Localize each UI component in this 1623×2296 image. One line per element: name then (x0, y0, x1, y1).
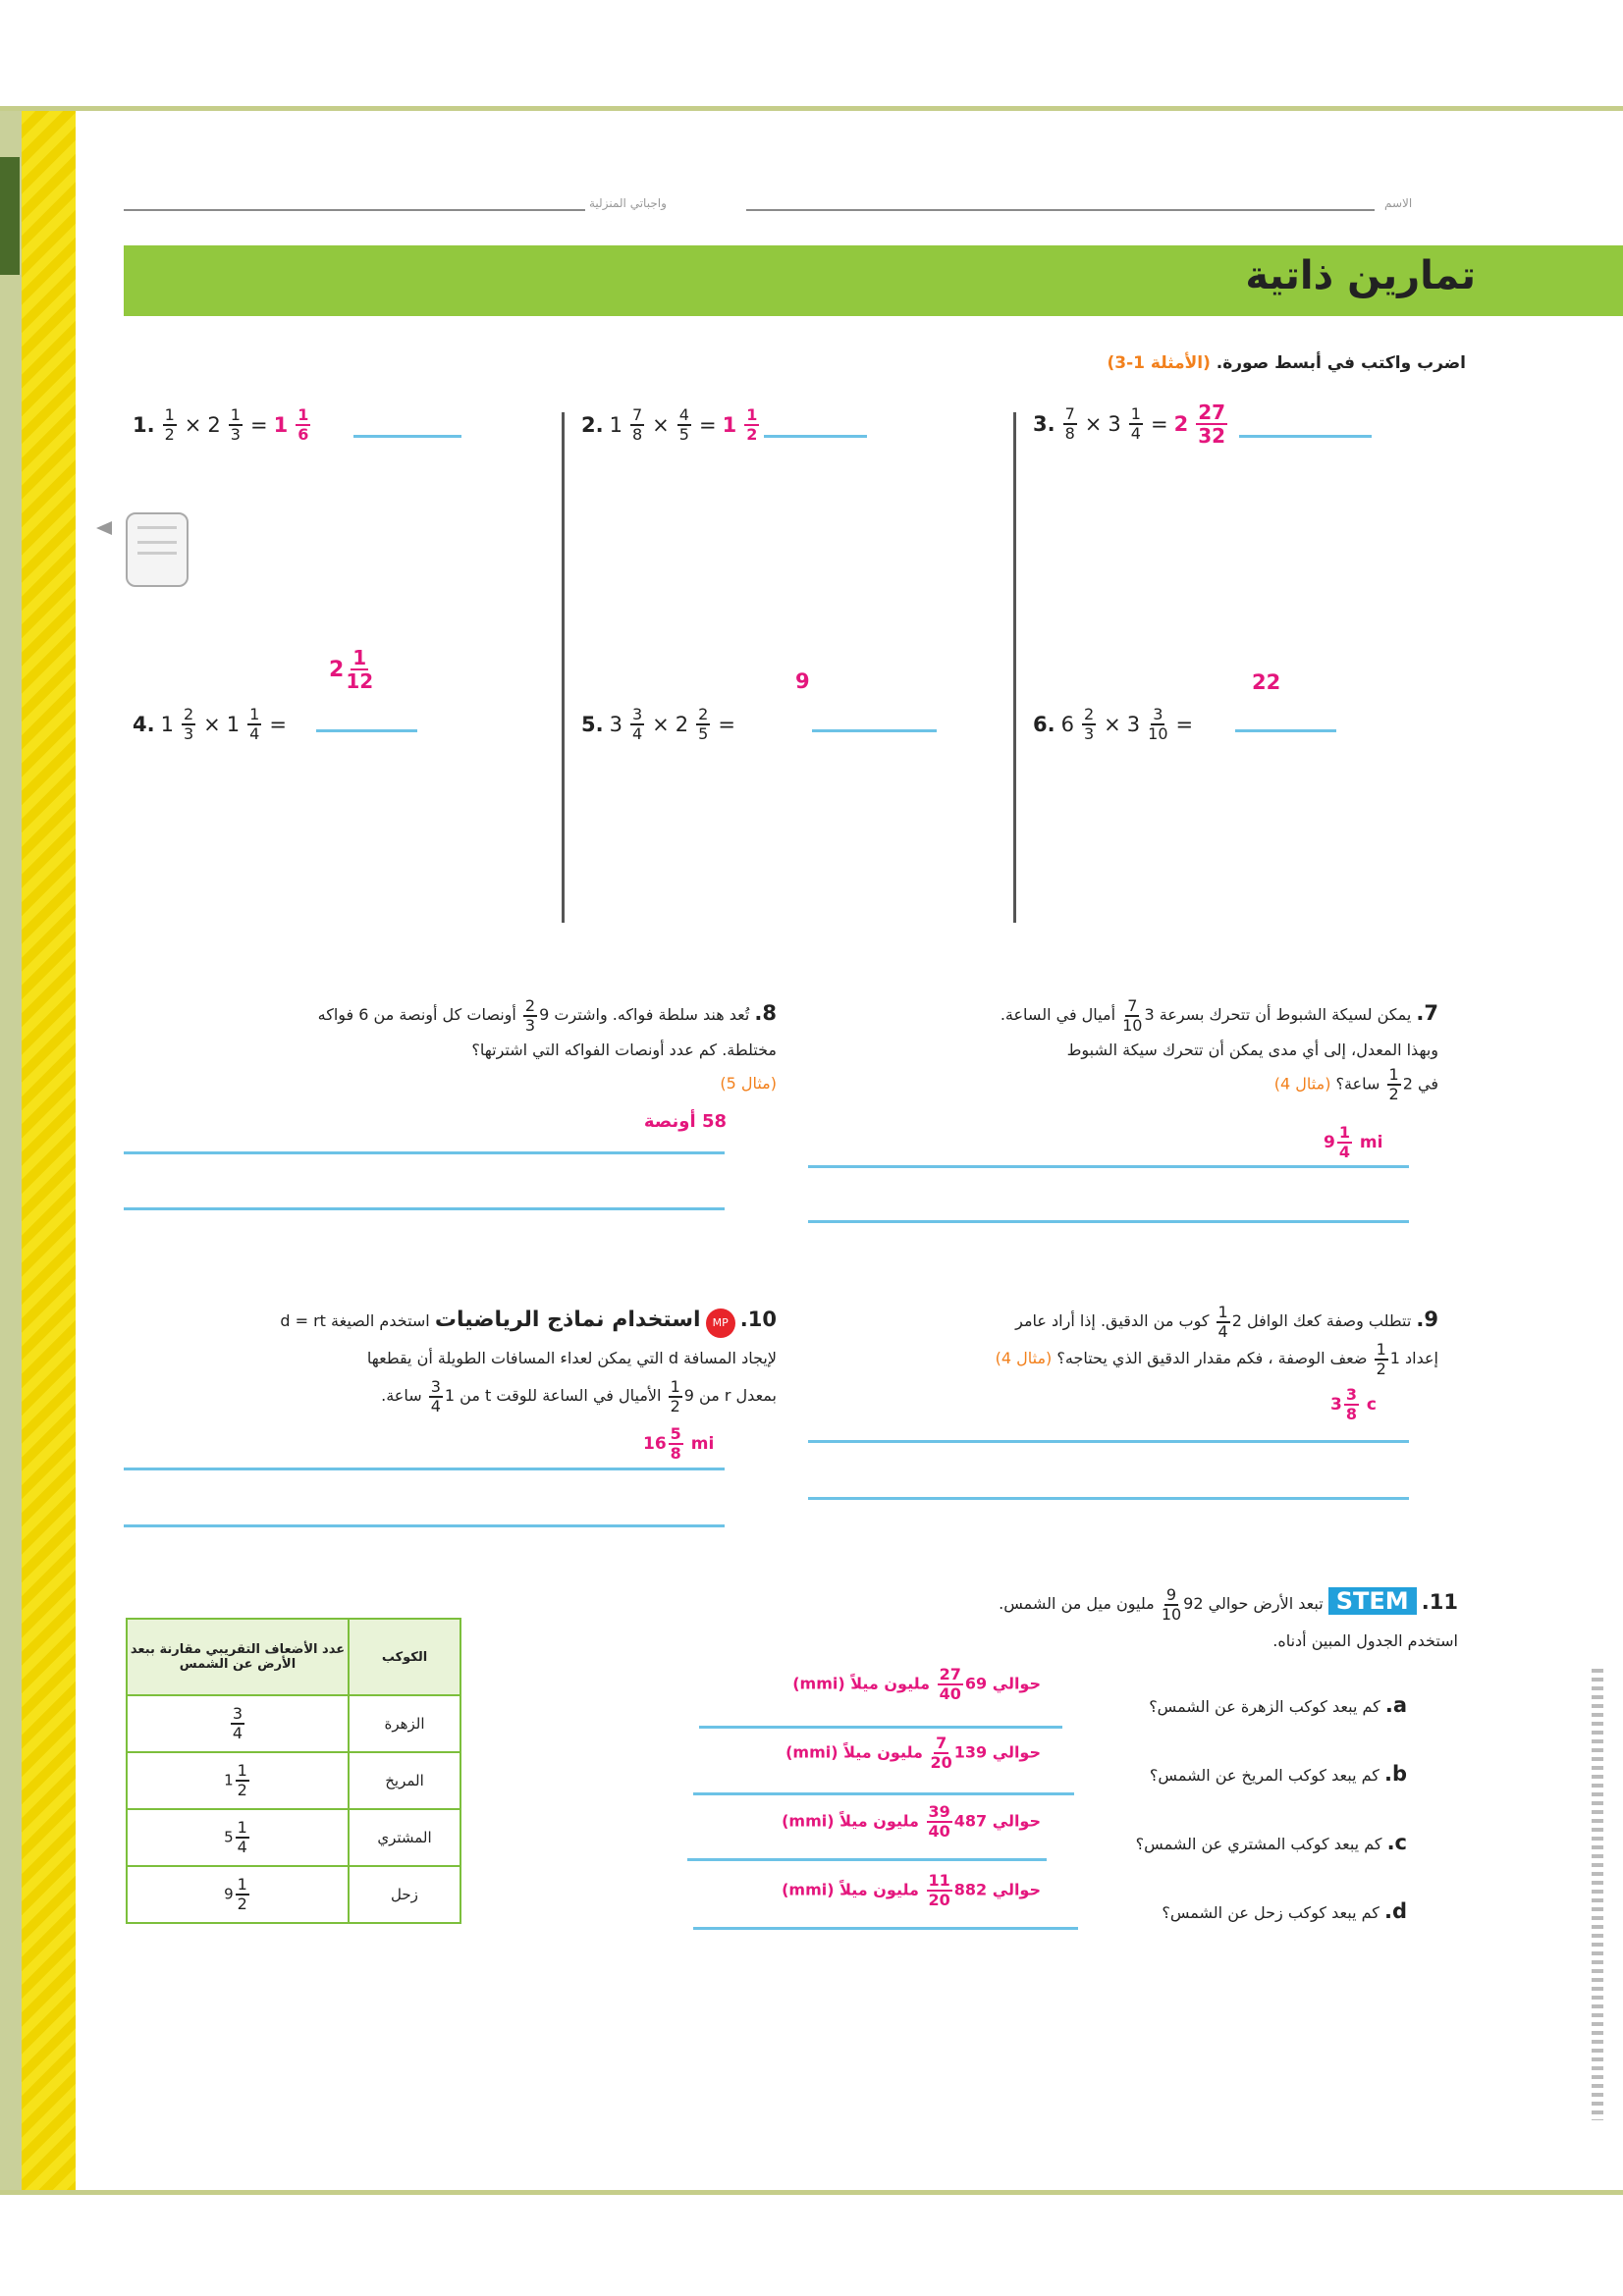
whole: 3 (609, 713, 622, 736)
problem-number: 4. (133, 713, 155, 736)
answer-line[interactable] (808, 1440, 1409, 1443)
question-11d: d. كم يبعد كوكب زحل عن الشمس؟ (1162, 1899, 1407, 1923)
fraction: $\frac{7}{8}$ (631, 405, 643, 444)
answer-line[interactable] (808, 1497, 1409, 1500)
answer-7: 9 $\frac{1}{4}$ mi (1324, 1123, 1383, 1161)
answer-4: 2 $\frac{1}{12}$ (329, 646, 374, 693)
notebook-icon (126, 512, 189, 587)
answer-line[interactable] (1235, 729, 1336, 732)
answer-line[interactable] (1239, 435, 1372, 438)
answer-line[interactable] (124, 1524, 725, 1527)
fraction: $\frac{3}{10}$ (1148, 705, 1168, 743)
answer-line[interactable] (124, 1207, 725, 1210)
fraction: $\frac{4}{5}$ (678, 405, 689, 444)
problem-3: 3. $\frac{7}{8}$ × 3 $\frac{1}{4}$ = 2 $\frac{27}{32}$ (1033, 400, 1226, 448)
question-11b: b. كم يبعد كوكب المريخ عن الشمس؟ (1149, 1762, 1407, 1786)
problem-number: 5. (581, 713, 604, 736)
problem-number: 1. (133, 413, 155, 437)
operator: × (652, 413, 670, 437)
answer-9: 3 $\frac{3}{8}$ c (1330, 1385, 1377, 1423)
answer-5: 9 (795, 669, 810, 693)
table-row: 9 $\frac{1}{2}$ زحل (127, 1866, 460, 1923)
instruction-ref: (الأمثلة 1-3) (1107, 353, 1211, 373)
fraction: $\frac{3}{4}$ (631, 705, 643, 743)
fraction: $\frac{1}{3}$ (230, 405, 241, 444)
instruction (1107, 353, 1466, 373)
answer-line[interactable] (353, 435, 461, 438)
operator: × (1104, 713, 1121, 736)
problem-4: 4. 1 $\frac{2}{3}$ × 1 $\frac{1}{4}$ = (133, 705, 287, 743)
teacher-label: واجباتي المنزلية (589, 196, 667, 210)
answer-11b: حوالي 139 $\frac{7}{20}$ مليون ميلاً (mmi) (785, 1734, 1041, 1772)
problem-5: 5. 3 $\frac{3}{4}$ × 2 $\frac{2}{5}$ = (581, 705, 735, 743)
answer-line[interactable] (808, 1220, 1409, 1223)
answer-fraction: $\frac{1}{2}$ (746, 405, 758, 444)
question-10: 10. MP استخدام نماذج الرياضيات استخدم الصيغة d = rt لإيجاد المسافة d التي يمكن لعداء المسافات الطويلة أن يقطعها بمعدل r من 9 $\frac{1}{2}$ الأميال في الساعة للوقت t من 1 $\frac{3}{4}$ ساعة. (280, 1308, 777, 1415)
whole: 1 (160, 713, 174, 736)
answer-line[interactable] (808, 1165, 1409, 1168)
column-divider (1013, 412, 1016, 923)
answer-line[interactable] (687, 1858, 1047, 1861)
question-9: 9. تتطلب وصفة كعك الوافل 2 $\frac{1}{4}$ كوب من الدقيق. إذا أراد عامر إعداد 1 $\frac{1}{2}$ ضعف الوصفة ، فكم مقدار الدقيق الذي يحتاجه؟ (مثال 4) (995, 1302, 1438, 1378)
fraction: $\frac{2}{3}$ (183, 705, 194, 743)
whole: 3 (1108, 412, 1121, 436)
answer-11c: حوالي 487 $\frac{39}{40}$ مليون ميلاً (mmi) (782, 1802, 1041, 1841)
problem-number: 3. (1033, 412, 1055, 436)
chapter-tab (0, 157, 20, 275)
question-11a: a. كم يبعد كوكب الزهرة عن الشمس؟ (1149, 1693, 1407, 1717)
col-header-planet: الكوكب (349, 1619, 460, 1695)
date-line (124, 209, 585, 211)
fraction: $\frac{1}{4}$ (1130, 404, 1141, 443)
col-header-distance: عدد الأضعاف التقريبي مقارنة ببعد الأرض عن الشمس (127, 1619, 349, 1695)
answer-whole: 2 (1173, 412, 1189, 436)
arrow-icon (96, 520, 112, 532)
name-line (746, 209, 1375, 211)
side-copyright-strip (1592, 1669, 1603, 2120)
answer-fraction: $\frac{27}{32}$ (1198, 400, 1226, 448)
whole: 3 (1126, 713, 1141, 736)
answer-line[interactable] (124, 1468, 725, 1470)
whole: 2 (675, 713, 689, 736)
operator: × (184, 413, 202, 437)
page-title: تمارين ذاتية (1245, 253, 1476, 298)
answer-fraction: $\frac{1}{6}$ (298, 405, 309, 444)
table-row: 1 $\frac{1}{2}$ المريخ (127, 1752, 460, 1809)
fraction: $\frac{2}{3}$ (1083, 705, 1095, 743)
question-11c: c. كم يبعد كوكب المشتري عن الشمس؟ (1135, 1831, 1407, 1854)
problem-1: 1. $\frac{1}{2}$ × 2 $\frac{1}{3}$ = 1 $\frac{1}{6}$ (133, 405, 309, 444)
fraction: $\frac{2}{5}$ (698, 705, 709, 743)
whole: 6 (1060, 713, 1074, 736)
answer-line[interactable] (764, 435, 867, 438)
answer-line[interactable] (693, 1792, 1074, 1795)
answer-whole: 1 (722, 413, 737, 437)
column-divider (562, 412, 565, 923)
operator: × (1084, 412, 1103, 436)
fraction: $\frac{7}{8}$ (1064, 404, 1075, 443)
answer-line[interactable] (124, 1151, 725, 1154)
table-row: 5 $\frac{1}{4}$ المشتري (127, 1809, 460, 1866)
mp-badge: MP (706, 1308, 735, 1338)
answer-line[interactable] (316, 729, 417, 732)
whole: 1 (226, 713, 241, 736)
operator: × (203, 713, 221, 736)
answer-6: 22 (1252, 670, 1281, 694)
problem-6: 6. 6 $\frac{2}{3}$ × 3 $\frac{3}{10}$ = (1033, 705, 1194, 743)
answer-11d: حوالي 882 $\frac{11}{20}$ مليون ميلاً (mmi) (782, 1871, 1041, 1909)
stem-badge: STEM (1328, 1587, 1417, 1615)
question-8: 8. تُعد هند سلطة فواكه. واشترت 9 $\frac{2}{3}$ أونصات كل أونصة من 6 فواكه مختلطة. كم عدد أونصات الفواكه التي اشترتها؟ (مثال 5) (317, 995, 777, 1093)
name-label: الاسم (1384, 196, 1413, 210)
fraction: $\frac{1}{2}$ (164, 405, 175, 444)
answer-line[interactable] (812, 729, 937, 732)
left-strip (0, 111, 22, 2190)
planet-distance-table (126, 1618, 461, 1924)
table-row: $\frac{3}{4}$ الزهرة (127, 1695, 460, 1752)
answer-line[interactable] (699, 1726, 1062, 1729)
question-number: 7. (1416, 1001, 1438, 1025)
yellow-stripe-bar (22, 111, 76, 2190)
question-11: 11. STEM تبعد الأرض حوالي 92 $\frac{9}{10}$ مليون ميل من الشمس. استخدم الجدول المبين أدناه. (999, 1584, 1458, 1650)
problem-2: 2. 1 $\frac{7}{8}$ × $\frac{4}{5}$ = 1 $\frac{1}{2}$ (581, 405, 758, 444)
fraction: $\frac{1}{4}$ (249, 705, 260, 743)
instruction-text: اضرب واكتب في أبسط صورة. (1216, 353, 1466, 373)
question-7: 7. يمكن لسيكة الشبوط أن تتحرك بسرعة 3 $\frac{7}{10}$ أميال في الساعة. وبهذا المعدل، إلى أي مدى يمكن أن تتحرك سيكة الشبوط في 2 $\frac{1}{2}$ ساعة؟ (مثال 4) (1000, 995, 1438, 1103)
whole: 2 (207, 413, 221, 437)
answer-8: 58 أونصة (643, 1111, 727, 1132)
problem-number: 2. (581, 413, 604, 437)
whole: 1 (609, 413, 622, 437)
problem-number: 6. (1033, 713, 1055, 736)
answer-10: 16 $\frac{5}{8}$ mi (643, 1424, 715, 1463)
answer-11a: حوالي 69 $\frac{27}{40}$ مليون ميلاً (mmi) (792, 1665, 1041, 1703)
answer-line[interactable] (693, 1927, 1078, 1930)
operator: × (652, 713, 670, 736)
answer-whole: 1 (273, 413, 289, 437)
